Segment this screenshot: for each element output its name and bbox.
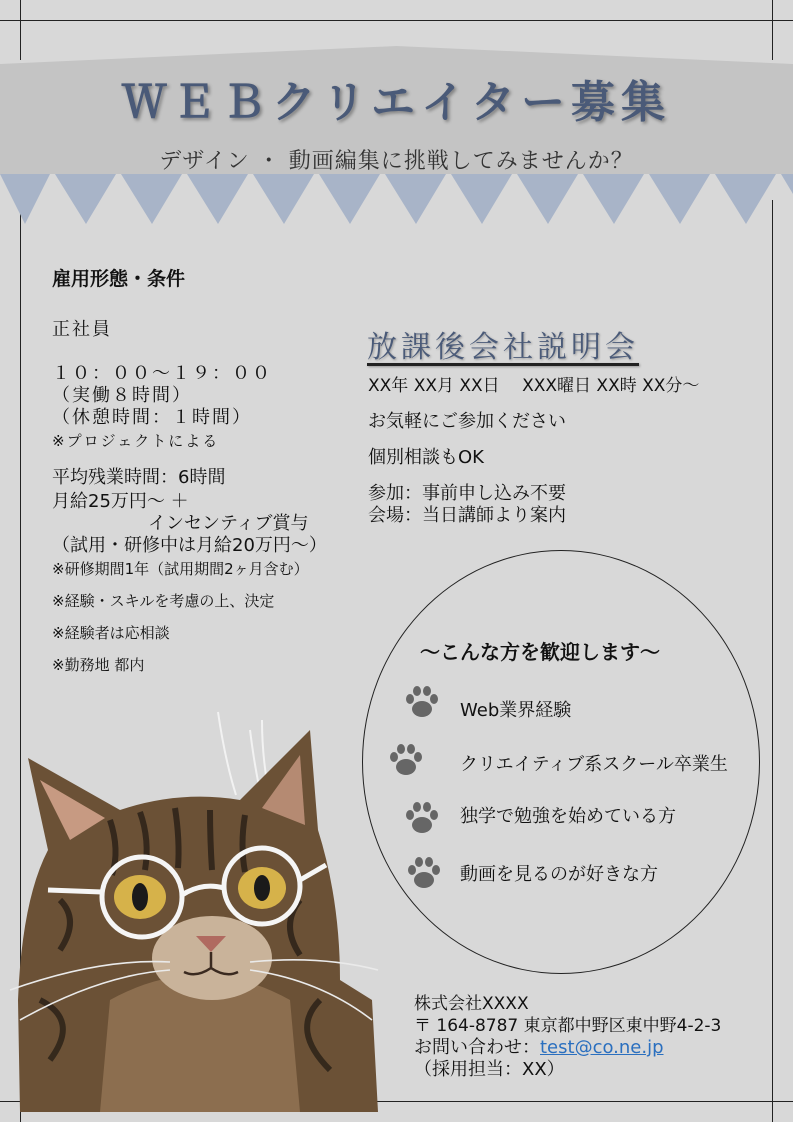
crop-mark [0,20,793,21]
seminar-datetime: XX年 XX月 XX日 XXX曜日 XX時 XX分～ [368,376,700,396]
seminar-consult: 個別相談もOK [368,447,484,468]
trial-salary: （試用・研修中は月給20万円～） [52,535,327,556]
training-note: ※研修期間1年（試用期間2ヶ月含む） [52,560,309,578]
actual-hours: （実働８時間） [52,385,192,406]
seminar-title: 放課後会社説明会 [367,330,639,365]
paw-icon [404,684,440,720]
company-address: 〒 164-8787 東京都中野区東中野4-2-3 [414,1016,722,1036]
conditions-heading: 雇用形態・条件 [52,268,186,290]
crop-mark [772,0,773,60]
company-contact [414,1036,664,1060]
cat-with-glasses-illustration [0,700,380,1112]
experienced-note: ※経験者は応相談 [52,624,170,642]
overtime: 平均残業時間：6時間 [52,467,226,488]
recruiting-person: （採用担当：XX） [414,1059,565,1080]
welcome-heading: ～こんな方を歓迎します～ [420,640,660,664]
break-time: （休憩時間：１時間） [52,407,252,428]
incentive: インセンティブ賞与 [148,513,309,534]
working-hours: １０：００～１９：００ [52,363,272,384]
welcome-item: クリエイティブ系スクール卒業生 [460,754,728,775]
salary: 月給25万円～ ＋ [52,491,189,512]
paw-icon [404,800,440,836]
crop-mark [20,0,21,60]
page-title: ＷＥＢクリエイター募集 [121,77,672,128]
contact-label: お問い合わせ： [414,1037,540,1058]
project-note: ※プロジェクトによる [52,432,220,450]
crop-mark [772,200,773,1122]
seminar-venue: 会場：当日講師より案内 [368,505,566,526]
seminar-casual: お気軽にご参加ください [368,411,566,432]
welcome-item: 動画を見るのが好きな方 [460,864,658,885]
company-name: 株式会社XXXX [414,994,529,1014]
page-subtitle: デザイン ・ 動画編集に挑戦してみませんか？ [159,149,634,174]
location-note: ※勤務地 都内 [52,656,145,674]
welcome-item: 独学で勉強を始めている方 [460,806,676,827]
paw-icon [388,742,424,778]
paw-icon [406,855,442,891]
seminar-participation: 参加：事前申し込み不要 [368,483,566,504]
skill-note: ※経験・スキルを考慮の上、決定 [52,592,275,610]
welcome-item: Web業界経験 [460,700,572,721]
contact-email-link[interactable]: test@co.ne.jp [540,1037,664,1058]
employment-type: 正社員 [52,319,112,340]
bunting-decoration [0,174,793,226]
